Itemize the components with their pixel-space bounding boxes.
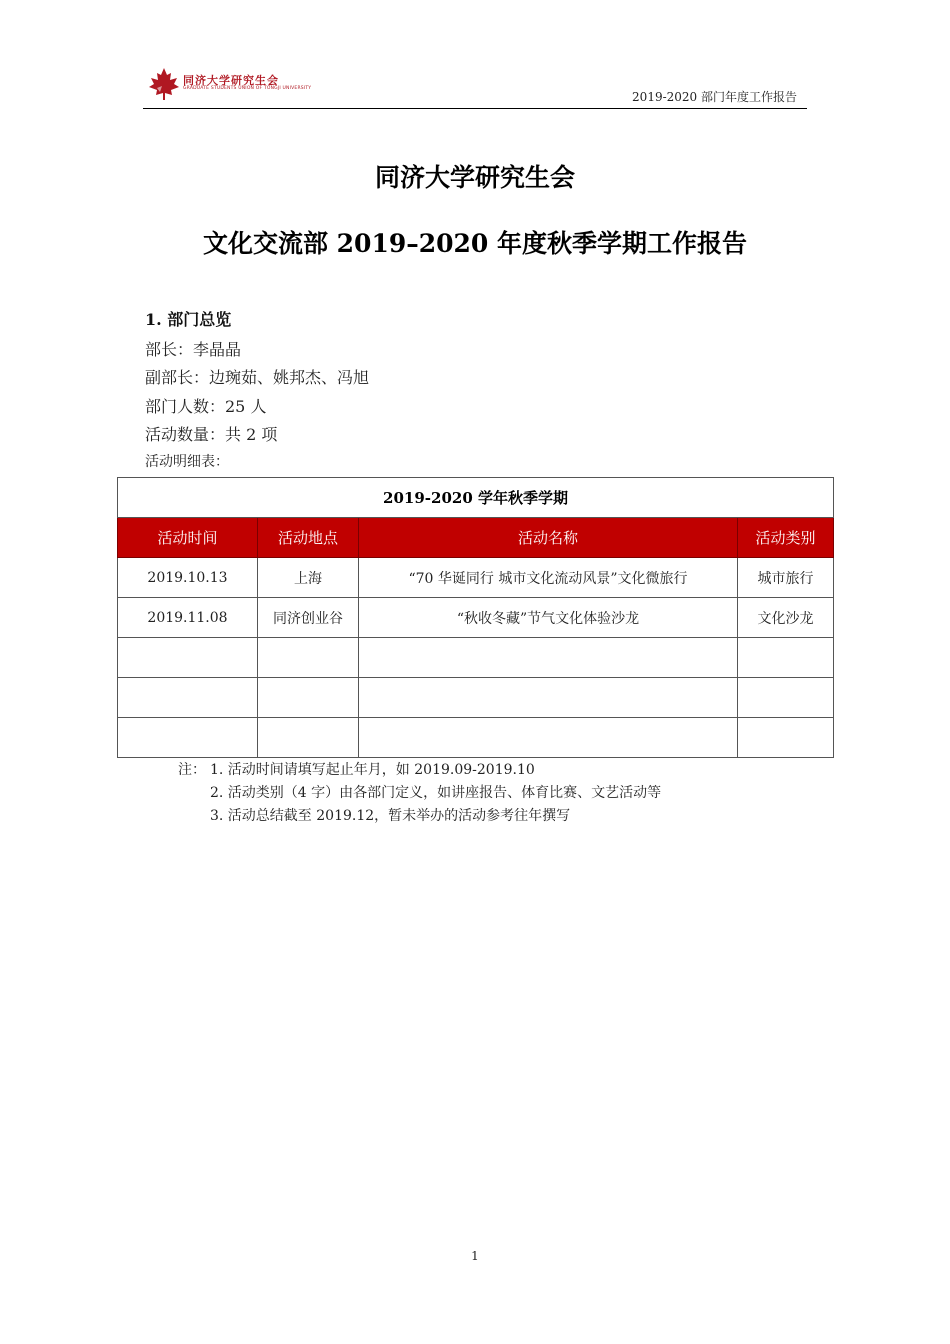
cell-name [359,678,738,718]
note-item [178,784,661,807]
activity-table [117,477,834,758]
cell-location [258,718,359,758]
cell-name: “秋收冬藏”节气文化体验沙龙 [359,598,738,638]
note-item [178,807,661,830]
document-subtitle: 文化交流部 2019–2020 年度秋季学期工作报告 [202,229,748,258]
cell-location [258,638,359,678]
union-logo [147,66,312,104]
table-row-empty [118,638,834,678]
cell-time [118,678,258,718]
note-prefix: 注： [178,762,206,778]
minister-line: 部长：李晶晶 [145,340,242,359]
cell-category [738,718,834,758]
cell-location: 上海 [258,558,359,598]
column-header-name: 活动名称 [359,518,738,558]
note-text: 1. 活动时间请填写起止年月，如 2019.09-2019.10 [210,762,535,778]
column-header-location: 活动地点 [258,518,359,558]
cell-name: “70 华诞同行 城市文化流动风景”文化微旅行 [359,558,738,598]
cell-category: 城市旅行 [738,558,834,598]
column-header-category: 活动类别 [738,518,834,558]
table-caption: 活动明细表： [145,454,229,470]
document-title: 同济大学研究生会 [374,163,575,192]
maple-leaf-icon [147,66,181,102]
cell-category [738,678,834,718]
cell-category [738,638,834,678]
cell-name [359,718,738,758]
table-notes [178,761,661,830]
logo-english-text: GRADUATE STUDENTS UNION OF TONGJI UNIVERSITY [183,86,312,91]
cell-location: 同济创业谷 [258,598,359,638]
logo-chinese-text: 同济大学研究生会 [183,74,279,87]
cell-category: 文化沙龙 [738,598,834,638]
cell-time [118,638,258,678]
table-row-empty [118,678,834,718]
cell-location [258,678,359,718]
note-text: 3. 活动总结截至 2019.12，暂未举办的活动参考往年撰写 [210,808,571,824]
section-heading-overview: 1. 部门总览 [145,310,232,329]
table-row [118,558,834,598]
page-header [143,66,807,109]
cell-time [118,718,258,758]
semester-title-cell: 2019-2020 学年秋季学期 [118,478,834,518]
cell-time: 2019.11.08 [118,598,258,638]
activity-count-line: 活动数量：共 2 项 [145,425,278,444]
vice-ministers-line: 副部长：边琬茹、姚邦杰、冯旭 [145,368,370,387]
table-header-row [118,518,834,558]
table-row-empty [118,718,834,758]
table-row [118,598,834,638]
page-number: 1 [471,1249,479,1263]
note-item [178,761,661,784]
note-text: 2. 活动类别（4 字）由各部门定义，如讲座报告、体育比赛、文艺活动等 [210,785,662,801]
member-count-line: 部门人数：25 人 [145,397,267,416]
cell-time: 2019.10.13 [118,558,258,598]
cell-name [359,638,738,678]
column-header-time: 活动时间 [118,518,258,558]
header-report-title: 2019-2020 部门年度工作报告 [632,90,797,104]
